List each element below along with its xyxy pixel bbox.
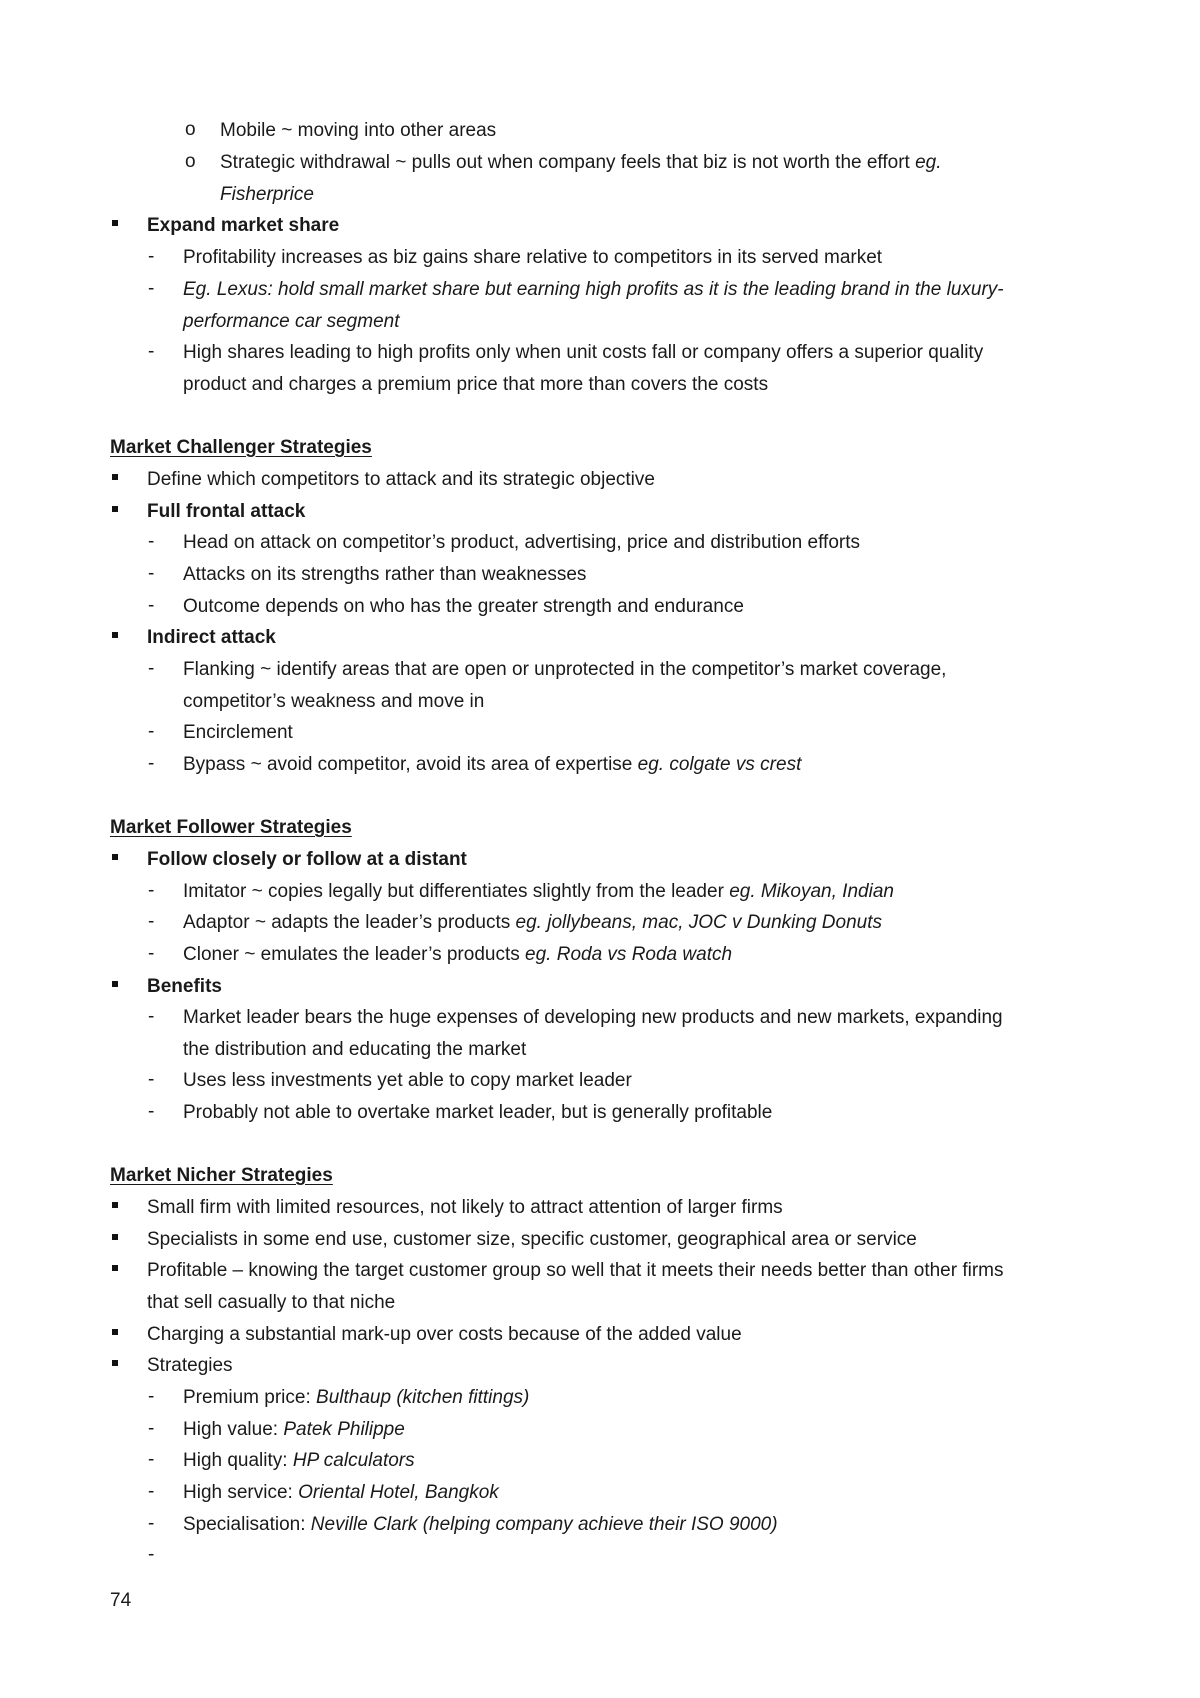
dash-bullet [148, 278, 178, 300]
bullet-title: Benefits [147, 976, 222, 997]
dash-bullet [148, 1006, 178, 1028]
list-item: Define which competitors to attack and its strategic objective [147, 469, 655, 490]
list-item: High quality: HP calculators [183, 1450, 415, 1471]
list-item: Charging a substantial mark-up over costs because of the added value [147, 1324, 742, 1345]
dash-bullet [148, 246, 178, 268]
section-heading: Market Follower Strategies [110, 817, 352, 838]
list-item: High value: Patek Philippe [183, 1419, 405, 1440]
section-heading: Market Nicher Strategies [110, 1165, 333, 1186]
bullet-title: Expand market share [147, 215, 340, 236]
list-item: Strategic withdrawal ~ pulls out when company feels that biz is not worth the effort eg. [220, 152, 942, 173]
square-bullet [112, 1354, 142, 1376]
bullet-title: Follow closely or follow at a distant [147, 849, 467, 870]
circle-bullet [185, 119, 215, 141]
list-item: Attacks on its strengths rather than weaknesses [183, 564, 587, 585]
list-item: Strategies [147, 1355, 233, 1376]
bullet-title: Indirect attack [147, 627, 276, 648]
list-item: Probably not able to overtake market leader, but is generally profitable [183, 1102, 773, 1123]
list-item: Head on attack on competitor’s product, advertising, price and distribution efforts [183, 532, 860, 553]
dash-bullet [148, 1513, 178, 1535]
list-item: Adaptor ~ adapts the leader’s products eg. jollybeans, mac, JOC v Dunking Donuts [183, 912, 882, 933]
list-item-continuation: performance car segment [183, 311, 400, 332]
list-item: Eg. Lexus: hold small market share but earning high profits as it is the leading brand in the luxury- [183, 279, 1004, 300]
square-bullet [112, 1196, 142, 1218]
square-bullet [112, 500, 142, 522]
list-item: Mobile ~ moving into other areas [220, 120, 497, 141]
list-item: Outcome depends on who has the greater strength and endurance [183, 596, 744, 617]
page-number: 74 [110, 1590, 132, 1611]
dash-bullet [148, 721, 178, 743]
square-bullet [112, 1259, 142, 1281]
dash-bullet [148, 943, 178, 965]
list-item: Specialists in some end use, customer size, specific customer, geographical area or service [147, 1229, 917, 1250]
dash-bullet [148, 1481, 178, 1503]
list-item: High service: Oriental Hotel, Bangkok [183, 1482, 499, 1503]
dash-bullet [148, 1069, 178, 1091]
list-item: Uses less investments yet able to copy market leader [183, 1070, 632, 1091]
dash-bullet [148, 595, 178, 617]
square-bullet [112, 468, 142, 490]
list-item: Bypass ~ avoid competitor, avoid its area of expertise eg. colgate vs crest [183, 754, 802, 775]
list-item: Imitator ~ copies legally but differentiates slightly from the leader eg. Mikoyan, Indian [183, 881, 894, 902]
dash-bullet [148, 658, 178, 680]
dash-bullet [148, 1386, 178, 1408]
dash-bullet [148, 753, 178, 775]
bullet-title: Full frontal attack [147, 501, 306, 522]
square-bullet [112, 848, 142, 870]
square-bullet [112, 214, 142, 236]
list-item: Encirclement [183, 722, 293, 743]
list-item: Profitability increases as biz gains share relative to competitors in its served market [183, 247, 883, 268]
list-item-continuation: the distribution and educating the market [183, 1039, 527, 1060]
square-bullet [112, 626, 142, 648]
dash-bullet [148, 531, 178, 553]
list-item: Specialisation: Neville Clark (helping company achieve their ISO 9000) [183, 1514, 778, 1535]
dash-bullet [148, 1544, 178, 1566]
list-item: Cloner ~ emulates the leader’s products eg. Roda vs Roda watch [183, 944, 733, 965]
circle-bullet [185, 151, 215, 173]
list-item: Market leader bears the huge expenses of developing new products and new markets, expanding [183, 1007, 1003, 1028]
list-item: Premium price: Bulthaup (kitchen fittings) [183, 1387, 530, 1408]
list-item-continuation: product and charges a premium price that more than covers the costs [183, 374, 769, 395]
list-item: Flanking ~ identify areas that are open or unprotected in the competitor’s market coverage, [183, 659, 947, 680]
dash-bullet [148, 880, 178, 902]
square-bullet [112, 975, 142, 997]
dash-bullet [148, 1101, 178, 1123]
dash-bullet [148, 1449, 178, 1471]
dash-bullet [148, 911, 178, 933]
dash-bullet [148, 341, 178, 363]
section-heading: Market Challenger Strategies [110, 437, 372, 458]
list-item-continuation: Fisherprice [220, 184, 314, 205]
list-item-continuation: that sell casually to that niche [147, 1292, 396, 1313]
square-bullet [112, 1228, 142, 1250]
dash-bullet [148, 563, 178, 585]
list-item: Profitable – knowing the target customer group so well that it meets their needs better than other firms [147, 1260, 1004, 1281]
dash-bullet [148, 1418, 178, 1440]
square-bullet [112, 1323, 142, 1345]
list-item: Small firm with limited resources, not likely to attract attention of larger firms [147, 1197, 783, 1218]
list-item: High shares leading to high profits only when unit costs fall or company offers a superior quality [183, 342, 984, 363]
list-item-continuation: competitor’s weakness and move in [183, 691, 485, 712]
